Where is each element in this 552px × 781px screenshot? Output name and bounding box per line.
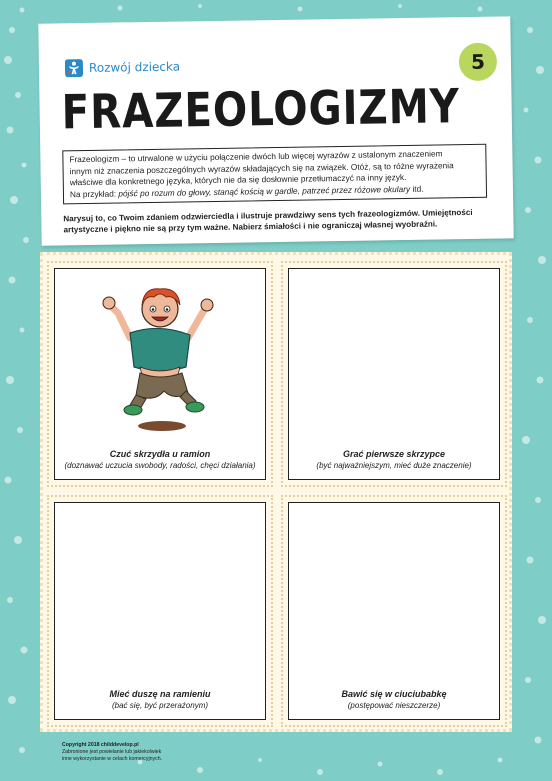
drawing-panel-4 (281, 495, 507, 727)
intro-line-1: Frazeologizm – to utrwalone w użyciu połączenie dwóch lub więcej wyrazów z ustalonym znaczeniem (69, 148, 443, 165)
instruction-line-1: Narysuj to, co Twoim zdaniem odzwierciedla i ilustruje prawdziwy sens tych frazeologizmów. Umiejętności (63, 207, 473, 224)
drawing-area-1[interactable] (54, 268, 266, 480)
drawing-area-4[interactable] (288, 502, 500, 720)
intro-line-3: właściwe dla konkretnego języka, których nie da się dosłownie przetłumaczyć na inny język. (69, 171, 407, 188)
copyright-footer (62, 742, 162, 763)
copyright-notice-1: Zabronione jest powielanie lub jakiekolwiek (62, 749, 162, 755)
page-number-badge: 5 (459, 43, 498, 82)
phrase-title-3: Mieć duszę na ramieniu (109, 689, 211, 699)
example-prefix: Na przykład: (69, 187, 119, 199)
phrase-meaning-3: (bać się, być przerażonym) (111, 701, 209, 710)
child-logo-icon (65, 59, 83, 77)
example-phrases: pójść po rozum do głowy, stanąć kością w gardle, patrzeć przez różowe okulary (118, 183, 411, 198)
brand-name: Rozwój dziecka (88, 59, 181, 75)
intro-text-box (62, 144, 487, 205)
panel-caption-3 (55, 688, 265, 711)
phrase-meaning-4: (postępować nieszczerze) (347, 701, 441, 710)
drawing-panel-3 (47, 495, 273, 727)
copyright-line: Copyright 2018 childdevelop.pl (62, 742, 139, 748)
example-suffix: itd. (410, 183, 424, 194)
drawing-panels (40, 252, 512, 732)
instruction-text (63, 207, 493, 236)
copyright-notice-2: inne wykorzystanie w celach komercyjnych. (62, 756, 163, 762)
jumping-boy-illustration (100, 283, 220, 433)
drawing-area-3[interactable] (54, 502, 266, 720)
header-card (38, 16, 513, 245)
panel-caption-4 (289, 688, 499, 711)
phrase-meaning-1: (doznawać uczucia swobody, radości, chęci działania) (64, 461, 256, 470)
drawing-panel-2 (281, 261, 507, 487)
intro-line-2: innym niż znaczenia poszczególnych wyrazów składających się na związek. Otóż, są to różne wyrażenia (69, 159, 454, 176)
phrase-title-4: Bawić się w ciuciubabkę (341, 689, 447, 699)
brand-logo[interactable] (65, 58, 180, 78)
panel-caption-1 (55, 448, 265, 471)
panel-caption-2 (289, 448, 499, 471)
phrase-title-2: Grać pierwsze skrzypce (342, 449, 446, 459)
instruction-line-2: artystyczne i piękno nie są przy tym ważne. Nabierz śmiałości i nie ograniczaj własnej wyobraźni. (63, 219, 438, 235)
page-title: FRAZEOLOGIZMY (61, 79, 461, 141)
phrase-title-1: Czuć skrzydła u ramion (109, 449, 211, 459)
drawing-area-2[interactable] (288, 268, 500, 480)
phrase-meaning-2: (być najważniejszym, mieć duże znaczenie) (316, 461, 472, 470)
drawing-panel-1 (47, 261, 273, 487)
